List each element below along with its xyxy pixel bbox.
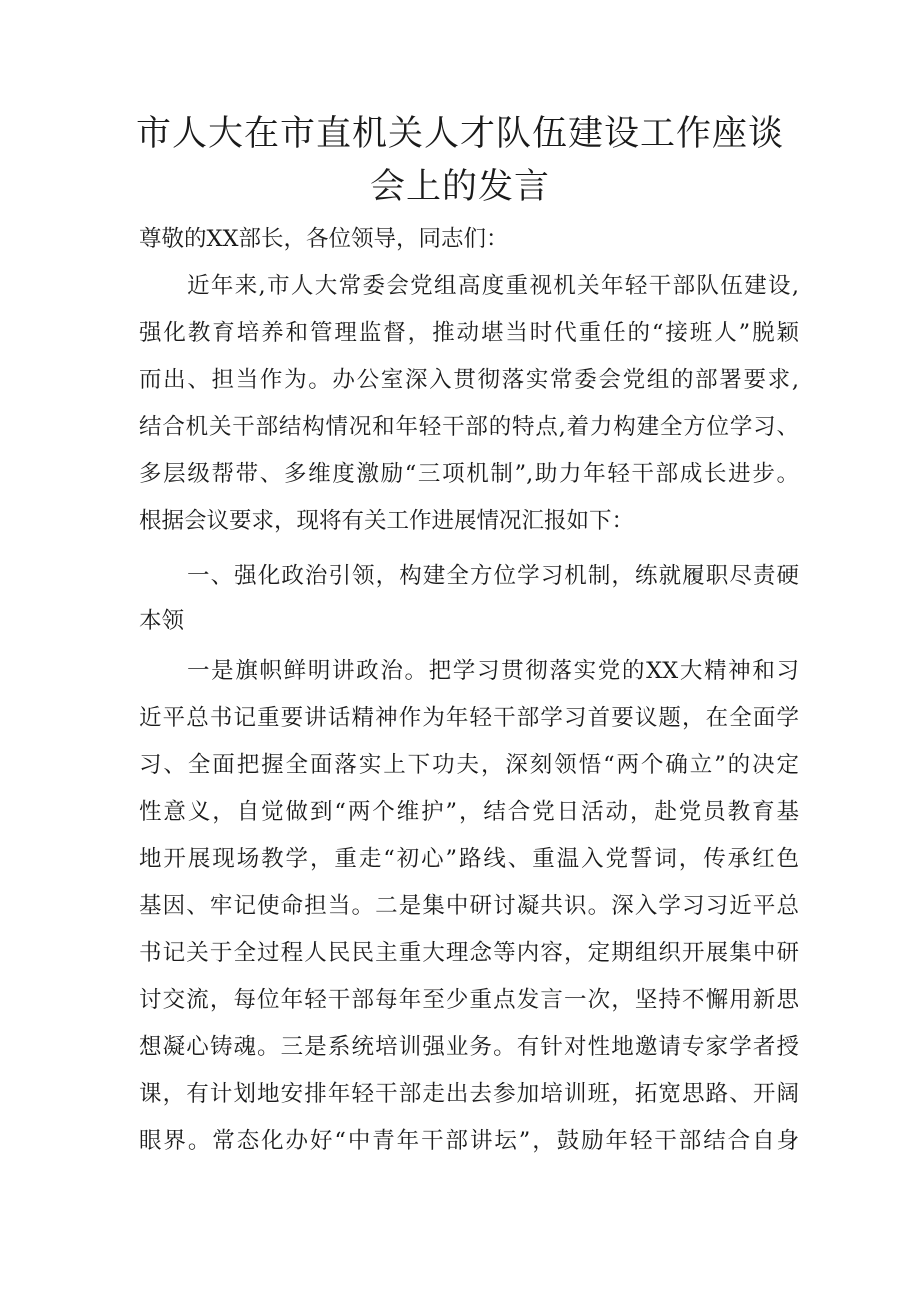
paragraph-line: 性意义，自觉做到“两个维护”，结合党日活动，赴党员教育基 [139, 799, 799, 825]
paragraph-line: 多层级帮带、多维度激励“三项机制”,助力年轻干部成长进步。 [139, 461, 799, 487]
paragraph-line: 近平总书记重要讲话精神作为年轻干部学习首要议题，在全面学 [139, 705, 799, 731]
paragraph-line: 书记关于全过程人民民主重大理念等内容，定期组织开展集中研 [139, 940, 799, 966]
document-title-line-1: 市人大在市直机关人才队伍建设工作座谈 [135, 114, 784, 154]
paragraph-line: 近年来,市人大常委会党组高度重视机关年轻干部队伍建设, [187, 273, 799, 299]
paragraph-line: 基因、牢记使命担当。二是集中研讨凝共识。深入学习习近平总 [139, 893, 799, 919]
paragraph-line: 强化教育培养和管理监督，推动堪当时代重任的“接班人”脱颖 [139, 320, 799, 346]
paragraph-line: 眼界。常态化办好“中青年干部讲坛”，鼓励年轻干部结合自身 [139, 1128, 799, 1154]
paragraph-line: 结合机关干部结构情况和年轻干部的特点,着力构建全方位学习、 [139, 414, 799, 440]
section-heading-line: 本领 [139, 608, 185, 634]
salutation: 尊敬的XX部长，各位领导，同志们： [139, 226, 509, 252]
paragraph-line: 习、全面把握全面落实上下功夫，深刻领悟“两个确立”的决定 [139, 752, 799, 778]
paragraph-line: 一是旗帜鲜明讲政治。把学习贯彻落实党的XX大精神和习 [187, 658, 799, 684]
paragraph-line: 想凝心铸魂。三是系统培训强业务。有针对性地邀请专家学者授 [139, 1034, 799, 1060]
paragraph-line: 根据会议要求，现将有关工作进展情况汇报如下： [139, 508, 635, 534]
paragraph-line: 而出、担当作为。办公室深入贯彻落实常委会党组的部署要求, [139, 367, 799, 393]
paragraph-line: 讨交流，每位年轻干部每年至少重点发言一次，坚持不懈用新思 [139, 987, 799, 1013]
section-heading-line: 一、强化政治引领，构建全方位学习机制，练就履职尽责硬 [187, 563, 799, 589]
paragraph-line: 地开展现场教学，重走“初心”路线、重温入党誓词，传承红色 [139, 846, 799, 872]
document-title-line-2: 会上的发言 [369, 167, 550, 207]
paragraph-line: 课，有计划地安排年轻干部走出去参加培训班，拓宽思路、开阔 [139, 1081, 799, 1107]
